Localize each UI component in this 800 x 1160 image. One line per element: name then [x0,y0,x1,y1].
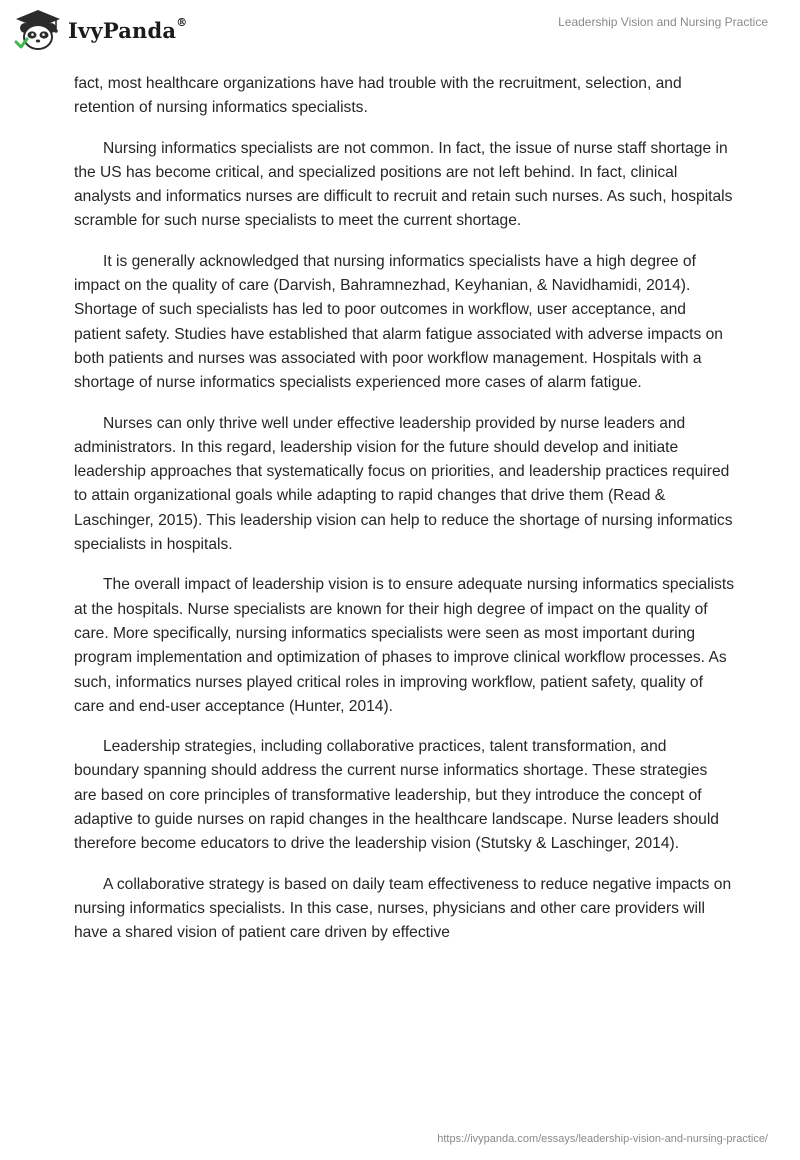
paragraph: The overall impact of leadership vision is to ensure adequate nursing informatics specialists at the hospitals. Nurse specialists are known for their high degree of impact on the quality of care. More specifically, nursing informatics specialists were seen as most important during program implementation and optimization of phases to improve clinical workflow processes. As such, informatics nurses played critical roles in improving workflow, patient safety, quality of care and end-user acceptance (Hunter, 2014). [74,576,734,715]
page-header [0,0,800,70]
logo-wordmark: IvyPanda® [68,15,188,43]
source-url[interactable]: https://ivypanda.com/essays/leadership-vision-and-nursing-practice/ [437,1133,768,1145]
essay-body [74,72,734,962]
panda-graduation-cap-icon [14,8,62,52]
paragraph: Nurses can only thrive well under effective leadership provided by nurse leaders and administrators. In this regard, leadership vision for the future should develop and initiate leadership approaches that systematically focus on priorities, and leadership practices required to attain organizational goals while adapting to rapid changes that drive them (Read & Laschinger, 2015). This leadership vision can help to reduce the shortage of nursing informatics specialists in hospitals. [74,414,733,554]
paragraph: Leadership strategies, including collaborative practices, talent transformation, and boundary spanning should address the current nurse informatics shortage. These strategies are based on core principles of transformative leadership, but they introduce the concept of adaptive to guide nurses on rapid changes in the healthcare landscape. Nurse leaders should therefore become educators to drive the leadership vision (Stutsky & Laschinger, 2014). [74,738,719,853]
paragraph: Nursing informatics specialists are not common. In fact, the issue of nurse staff shortage in the US has become critical, and specialized positions are not left behind. In fact, clinical analysts and informatics nurses are difficult to recruit and retain such nurses. As such, hospitals scramble for such nurse specialists to meet the current shortage. [74,139,733,230]
paragraph: fact, most healthcare organizations have had trouble with the recruitment, selection, and retention of nursing informatics specialists. [74,75,682,117]
ivypanda-logo[interactable] [14,8,187,52]
paragraph: It is generally acknowledged that nursing informatics specialists have a high degree of impact on the quality of care (Darvish, Bahramnezhad, Keyhanian, & Navidhamidi, 2014). Shortage of such specialists has led to poor outcomes in workflow, user acceptance, and patient safety. Studies have established that alarm fatigue associated with adverse impacts on both patients and nurses was associated with poor workflow management. Hospitals with a shortage of nurse informatics specialists experienced more cases of alarm fatigue. [74,252,723,392]
document-title: Leadership Vision and Nursing Practice [558,15,768,29]
paragraph: A collaborative strategy is based on daily team effectiveness to reduce negative impacts on nursing informatics specialists. In this case, nurses, physicians and other care providers will have a shared vision of patient care driven by effective [74,875,732,942]
